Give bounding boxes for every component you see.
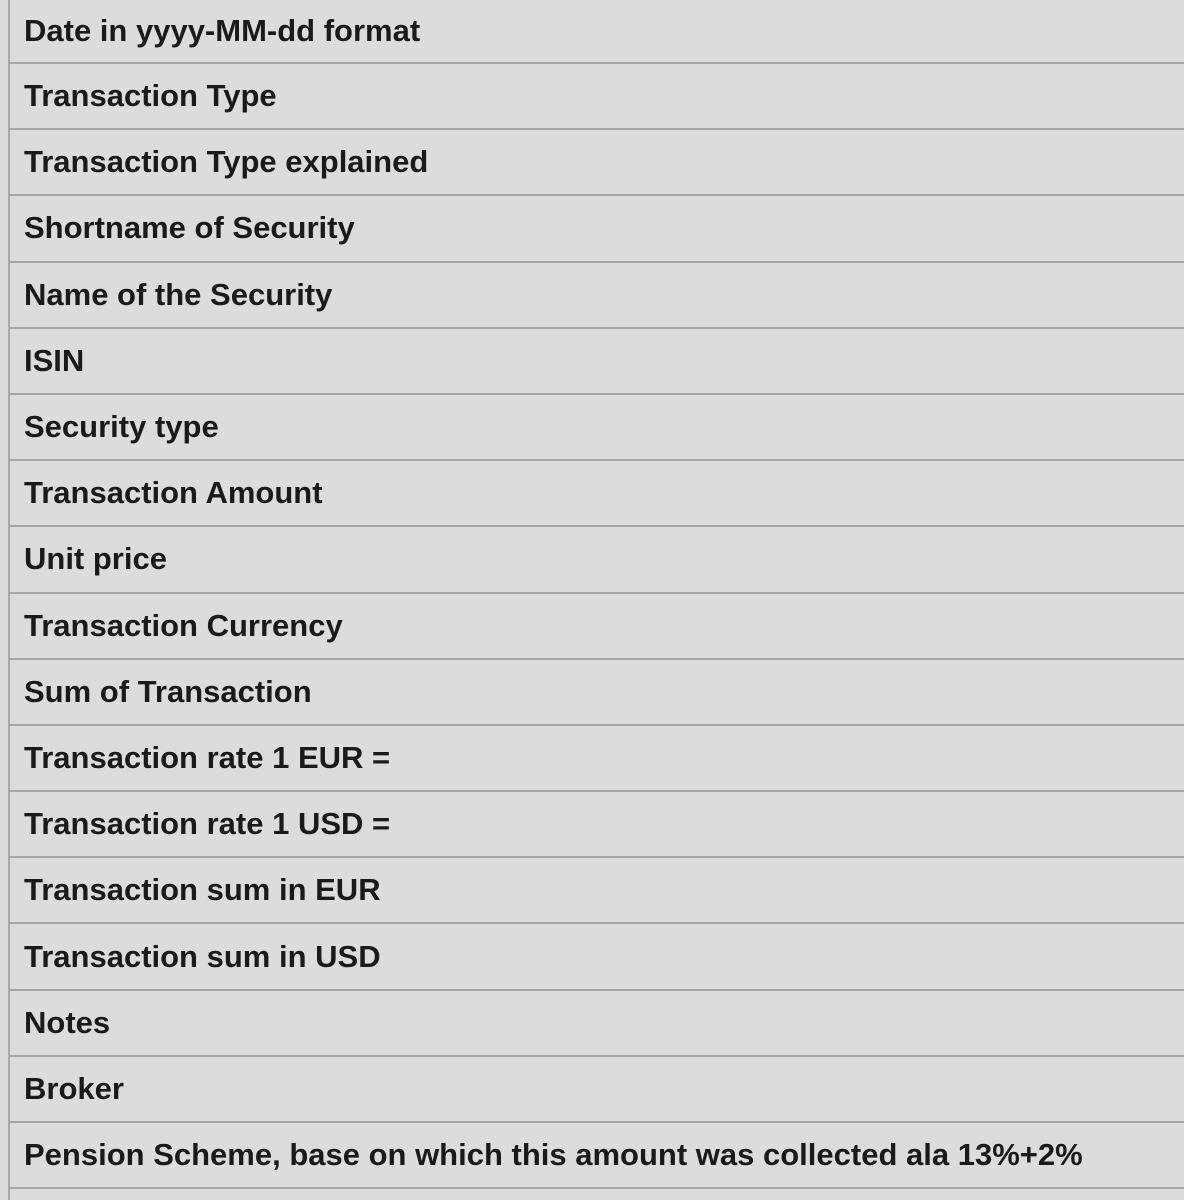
- cell-transaction-currency[interactable]: [10, 594, 1184, 660]
- cell-label: ISIN: [24, 342, 85, 378]
- cell-label: Transaction Type explained: [24, 144, 429, 180]
- cell-label: Sum of Transaction: [24, 673, 312, 709]
- cell-transaction-sum-usd[interactable]: [10, 924, 1184, 990]
- cell-label: Transaction sum in USD: [24, 938, 381, 974]
- cell-label: Transaction Amount: [24, 475, 323, 511]
- cell-sum-of-transaction[interactable]: [10, 660, 1184, 726]
- cell-transaction-amount[interactable]: [10, 461, 1184, 527]
- cell-name-of-security[interactable]: [10, 263, 1184, 329]
- cell-transaction-rate-usd[interactable]: [10, 792, 1184, 858]
- cell-date[interactable]: [10, 0, 1184, 64]
- cell-pension-scheme[interactable]: [10, 1123, 1184, 1189]
- cell-shortname-of-security[interactable]: [10, 196, 1184, 262]
- cell-label: Broker: [24, 1070, 124, 1106]
- cell-transaction-rate-eur[interactable]: [10, 726, 1184, 792]
- cell-unit-price[interactable]: [10, 527, 1184, 593]
- cell-broker[interactable]: [10, 1057, 1184, 1123]
- cell-label: Shortname of Security: [24, 210, 355, 246]
- cell-label: Transaction rate 1 USD =: [24, 806, 391, 842]
- cell-label: Name of the Security: [24, 276, 333, 312]
- cell-isin[interactable]: [10, 329, 1184, 395]
- cell-transaction-type-explained[interactable]: [10, 130, 1184, 196]
- cell-label: Unit price: [24, 541, 167, 577]
- cell-label: Transaction sum in EUR: [24, 872, 381, 908]
- cell-label: Date in yyyy-MM-dd format: [24, 13, 421, 48]
- cell-security-type[interactable]: [10, 395, 1184, 461]
- cell-label: Transaction Currency: [24, 607, 343, 643]
- field-list: [10, 0, 1184, 1189]
- cell-transaction-type[interactable]: [10, 64, 1184, 130]
- cell-label: Notes: [24, 1004, 111, 1040]
- cell-label: Transaction rate 1 EUR =: [24, 739, 391, 775]
- cell-notes[interactable]: [10, 991, 1184, 1057]
- cell-label: Pension Scheme, base on which this amount was collected ala 13%+2%: [24, 1137, 1083, 1173]
- cell-transaction-sum-eur[interactable]: [10, 858, 1184, 924]
- cell-label: Security type: [24, 409, 219, 445]
- cell-label: Transaction Type: [24, 78, 277, 114]
